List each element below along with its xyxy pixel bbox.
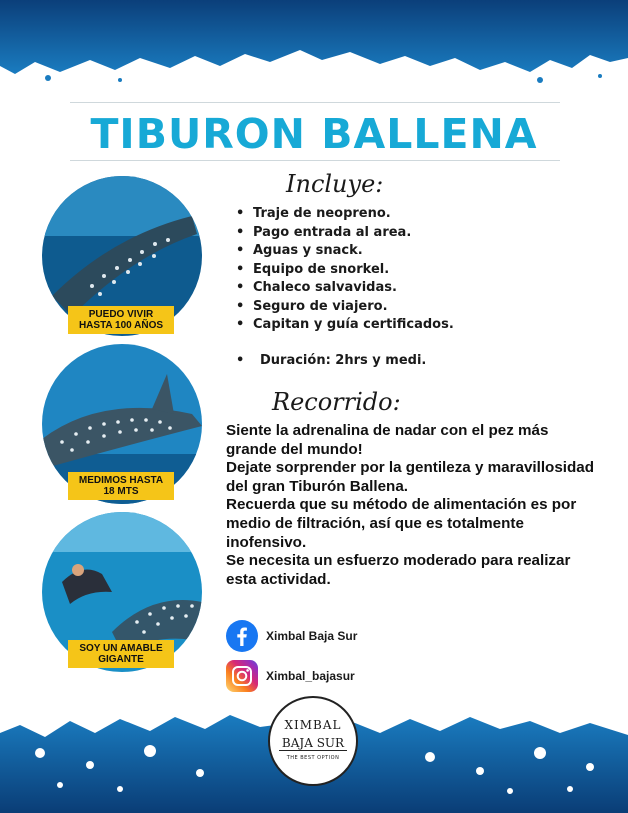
instagram-icon <box>226 660 258 692</box>
recorrido-heading: Recorrido: <box>272 388 401 416</box>
duration-text <box>236 353 426 368</box>
list-item: • Capitan y guía certificados. <box>236 316 454 335</box>
logo-tagline: THE BEST OPTION <box>286 755 340 761</box>
page-title: TIBURON BALLENA <box>90 110 538 158</box>
description-line: Dejate sorprender por la gentileza y maravillosidad del gran Tiburón Ballena. <box>226 459 595 495</box>
facebook-handle: Ximbal Baja Sur <box>266 629 358 643</box>
tag-line: PUEDO VIVIR <box>88 309 154 320</box>
photo-tag-2 <box>68 472 174 500</box>
duration-bullet: • <box>236 353 245 368</box>
photo-tag-1 <box>68 306 174 334</box>
tag-line: GIGANTE <box>98 654 144 665</box>
incluye-heading: Incluye: <box>286 170 384 198</box>
description-line: Se necesita un esfuerzo moderado para realizar esta actividad. <box>226 552 571 588</box>
logo-line-1: XIMBAL <box>284 718 342 732</box>
tag-line: MEDIMOS HASTA <box>78 475 164 486</box>
top-ocean-band <box>0 0 628 90</box>
ximbal-logo <box>268 696 358 786</box>
tag-line: SOY UN AMABLE <box>79 643 163 654</box>
instagram-link[interactable] <box>226 660 355 692</box>
logo-line-2: BAJA SUR <box>279 736 347 751</box>
list-item: • Seguro de viajero. <box>236 298 454 317</box>
description-line: Siente la adrenalina de nadar con el pez más grande del mundo! <box>226 422 549 458</box>
list-item: • Aguas y snack. <box>236 242 454 261</box>
list-item: • Traje de neopreno. <box>236 205 454 224</box>
incluye-list <box>236 205 454 335</box>
recorrido-description <box>226 422 596 589</box>
instagram-handle: Ximbal_bajasur <box>266 669 355 683</box>
list-item: • Chaleco salvavidas. <box>236 279 454 298</box>
description-line: Recuerda que su método de alimentación es por medio de filtración, así que es totalmente inofensivo. <box>226 496 577 551</box>
list-item: • Pago entrada al area. <box>236 224 454 243</box>
list-item: • Equipo de snorkel. <box>236 261 454 280</box>
duration-value: Duración: 2hrs y medi. <box>260 353 427 368</box>
photo-tag-3 <box>68 640 174 668</box>
facebook-link[interactable] <box>226 620 357 652</box>
tag-line: 18 MTS <box>103 486 139 497</box>
title-bottom-rule <box>70 160 560 161</box>
title-top-rule <box>70 102 560 103</box>
tag-line: HASTA 100 AÑOS <box>78 320 164 331</box>
facebook-icon <box>226 620 258 652</box>
